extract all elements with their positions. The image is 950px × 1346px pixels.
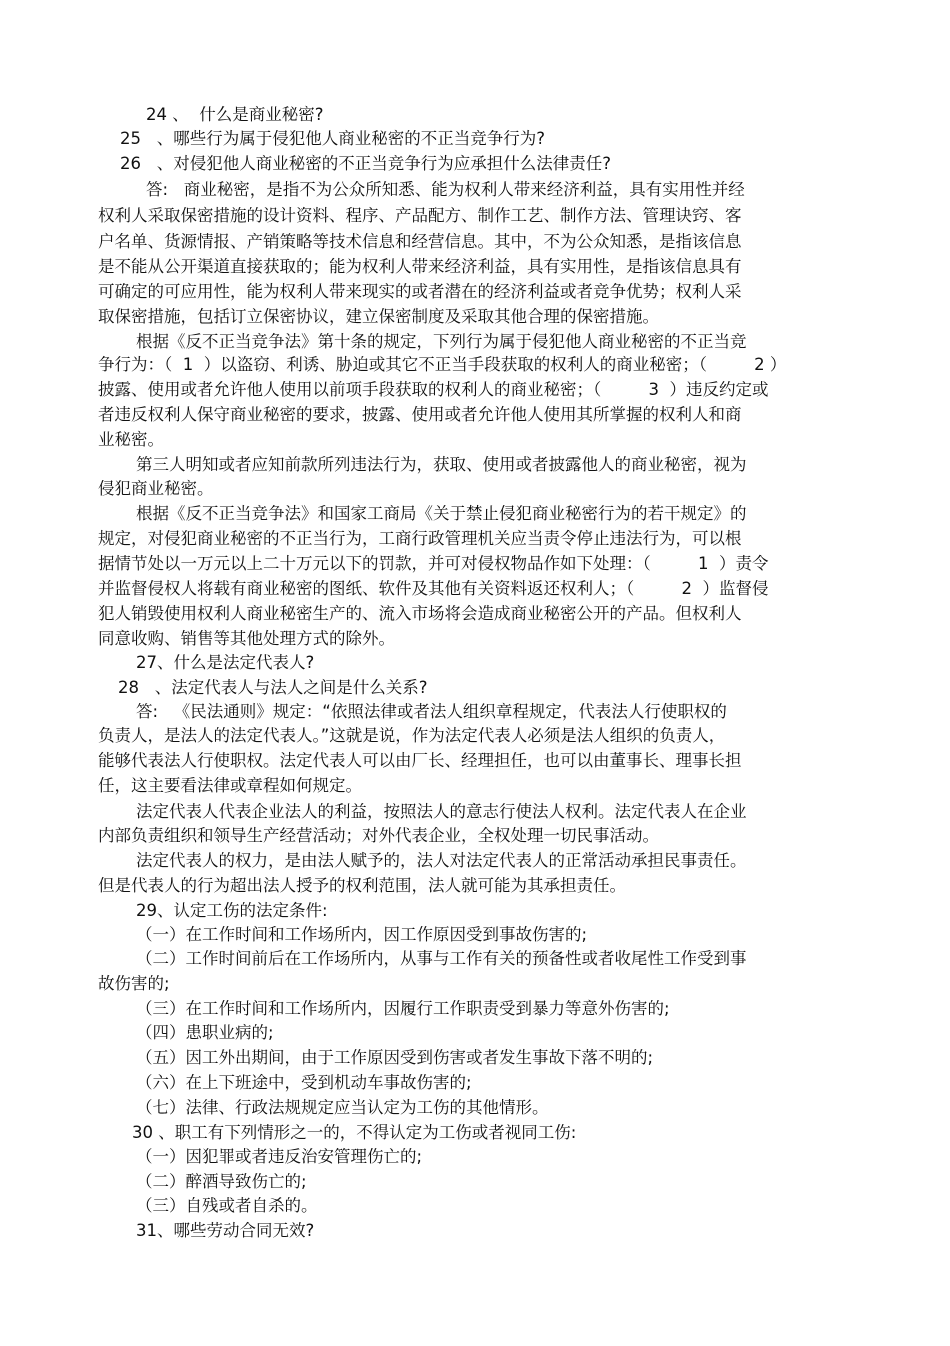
list-item: （二）醉酒导致伤亡的; [136, 1172, 307, 1191]
body-line: 任，这主要看法律或章程如何规定。 [98, 776, 362, 795]
body-line: 可确定的可应用性，能为权利人带来现实的或者潜在的经济利益或者竞争优势；权利人采 [98, 282, 742, 301]
list-item: （五）因工外出期间，由于工作原因受到伤害或者发生事故下落不明的; [136, 1048, 654, 1067]
body-line: 户名单、货源情报、产销策略等技术信息和经营信息。其中，不为公众知悉，是指该信息 [98, 232, 742, 251]
list-item: （三）在工作时间和工作场所内，因履行工作职责受到暴力等意外伤害的; [136, 999, 670, 1018]
body-line: 规定，对侵犯商业秘密的不正当行为，工商行政管理机关应当责令停止违法行为，可以根 [98, 529, 742, 548]
question-30: 30 、职工有下列情形之一的，不得认定为工伤或者视同工伤: [132, 1123, 577, 1142]
answer-line: 答: 《民法通则》规定：“依照法律或者法人组织章程规定，代表法人行使职权的 [136, 702, 727, 721]
body-line: 但是代表人的行为超出法人授予的权利范围，法人就可能为其承担责任。 [98, 876, 626, 895]
list-item: （四）患职业病的; [136, 1023, 274, 1042]
body-line: 内部负责组织和领导生产经营活动；对外代表企业，全权处理一切民事活动。 [98, 826, 659, 845]
body-line: 披露、使用或者允许他人使用以前项手段获取的权利人的商业秘密；（ 3 ）违反约定或 [98, 380, 769, 399]
body-line: 侵犯商业秘密。 [98, 479, 214, 498]
body-line: 取保密措施，包括订立保密协议，建立保密制度及采取其他合理的保密措施。 [98, 307, 659, 326]
list-item: （六）在上下班途中，受到机动车事故伤害的; [136, 1073, 472, 1092]
body-line: 能够代表法人行使职权。法定代表人可以由厂长、经理担任，也可以由董事长、理事长担 [98, 751, 742, 770]
body-line: 是不能从公开渠道直接获取的；能为权利人带来经济利益，具有实用性，是指该信息具有 [98, 257, 742, 276]
body-line: 据情节处以一万元以上二十万元以下的罚款，并可对侵权物品作如下处理：（ 1 ）责令 [98, 554, 769, 573]
body-line: 负责人，是法人的法定代表人。”这就是说，作为法定代表人必须是法人组织的负责人， [98, 726, 726, 745]
answer-line: 答: 商业秘密，是指不为公众所知悉、能为权利人带来经济利益，具有实用性并经 [146, 180, 745, 199]
body-line: 业秘密。 [98, 430, 164, 449]
body-line: 者违反权利人保守商业秘密的要求，披露、使用或者允许他人使用其所掌握的权利人和商 [98, 405, 742, 424]
list-item: （七）法律、行政法规规定应当认定为工伤的其他情形。 [136, 1098, 549, 1117]
body-line: 同意收购、销售等其他处理方式的除外。 [98, 629, 395, 648]
list-item: （二）工作时间前后在工作场所内，从事与工作有关的预备性或者收尾性工作受到事 [136, 949, 747, 968]
question-25: 25 、哪些行为属于侵犯他人商业秘密的不正当竞争行为? [120, 129, 545, 148]
body-line: 争行为：（ 1 ）以盗窃、利诱、胁迫或其它不正当手段获取的权利人的商业秘密；（ 2 ） [98, 355, 787, 374]
body-line: 根据《反不正当竞争法》第十条的规定，下列行为属于侵犯他人商业秘密的不正当竞 [136, 332, 747, 351]
list-item: （三）自残或者自杀的。 [136, 1196, 318, 1215]
body-line: 权利人采取保密措施的设计资料、程序、产品配方、制作工艺、制作方法、管理诀窍、客 [98, 206, 742, 225]
question-27: 27、什么是法定代表人? [136, 653, 315, 672]
body-line: 法定代表人代表企业法人的利益，按照法人的意志行使法人权利。法定代表人在企业 [136, 802, 747, 821]
list-item-continued: 故伤害的; [98, 974, 170, 993]
body-line: 第三人明知或者应知前款所列违法行为，获取、使用或者披露他人的商业秘密，视为 [136, 455, 747, 474]
body-line: 法定代表人的权力，是由法人赋予的，法人对法定代表人的正常活动承担民事责任。 [136, 851, 747, 870]
list-item: （一）因犯罪或者违反治安管理伤亡的; [136, 1147, 423, 1166]
body-line: 并监督侵权人将载有商业秘密的图纸、软件及其他有关资料返还权利人；（ 2 ）监督侵 [98, 579, 769, 598]
question-26: 26 、对侵犯他人商业秘密的不正当竞争行为应承担什么法律责任? [120, 154, 611, 173]
body-line: 根据《反不正当竞争法》和国家工商局《关于禁止侵犯商业秘密行为的若干规定》的 [136, 504, 747, 523]
question-28: 28 、法定代表人与法人之间是什么关系? [118, 678, 428, 697]
body-line: 犯人销毁使用权利人商业秘密生产的、流入市场将会造成商业秘密公开的产品。但权利人 [98, 604, 742, 623]
question-31: 31、哪些劳动合同无效? [136, 1221, 315, 1240]
question-29: 29、认定工伤的法定条件: [136, 901, 328, 920]
question-24: 24 、 什么是商业秘密? [146, 105, 324, 124]
list-item: （一）在工作时间和工作场所内，因工作原因受到事故伤害的; [136, 925, 588, 944]
